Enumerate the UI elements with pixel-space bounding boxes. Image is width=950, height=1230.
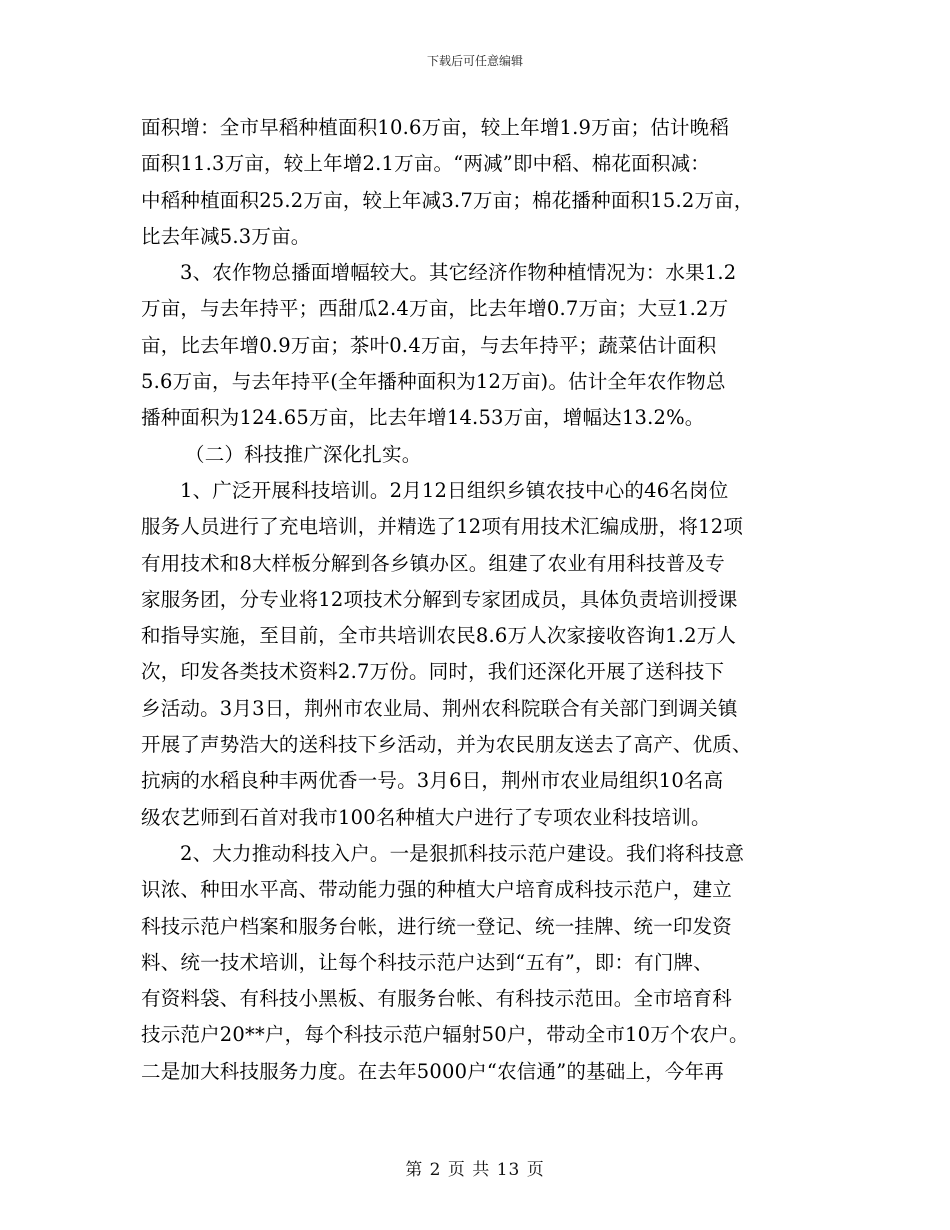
section-heading-2: （二）科技推广深化扎实。: [185, 442, 422, 466]
text-line-7: 亩，比去年增0.9万亩；茶叶0.4万亩，与去年持平；蔬菜估计面积: [141, 333, 717, 357]
header-note: 下载后可任意编辑: [426, 54, 523, 68]
text-line-16: 次，印发各类技术资料2.7万份。同时，我们还深化开展了送科技下: [141, 660, 725, 684]
text-line-19: 抗病的水稻良种丰两优香一号。3月6日，荆州市农业局组织10名高: [141, 769, 724, 793]
text-line-15: 和指导实施，至目前，全市共培训农民8.6万人次家接收咨询1.2万人: [141, 624, 737, 648]
text-line-13: 有用技术和8大样板分解到各乡镇办区。组建了农业有用科技普及专: [141, 551, 725, 575]
text-line-9: 播种面积为124.65万亩，比去年增14.53万亩，增幅达13.2%。: [141, 406, 705, 430]
text-line-25: 有资料袋、有科技小黑板、有服务台帐、有科技示范田。全市培育科: [141, 987, 733, 1011]
paragraph-2-start: 2、大力推动科技入户。一是狠抓科技示范户建设。我们将科技意: [180, 841, 745, 865]
paragraph-3-start: 3、农作物总播面增幅较大。其它经济作物种植情况为：水果1.2: [180, 261, 737, 285]
text-line-12: 服务人员进行了充电培训，并精选了12项有用技术汇编成册，将12项: [141, 515, 744, 539]
text-line-14: 家服务团，分专业将12项技术分解到专家团成员，具体负责培训授课: [141, 587, 738, 611]
text-line-1: 面积增：全市早稻种植面积10.6万亩，较上年增1.9万亩；估计晚稻: [141, 116, 730, 139]
paragraph-1-start: 1、广泛开展科技培训。2月12日组织乡镇农技中心的46名岗位: [180, 478, 729, 502]
body-text: [141, 110, 821, 1090]
text-line-22: 识浓、种田水平高、带动能力强的种植大户培育成科技示范户，建立: [141, 878, 733, 902]
page-footer: 第 2 页 共 13 页: [405, 1160, 545, 1180]
text-line-17: 乡活动。3月3日，荆州市农业局、荆州农科院联合有关部门到调关镇: [141, 696, 738, 720]
text-line-24: 料、统一技术培训，让每个科技示范户达到“五有”，即：有门牌、: [141, 950, 713, 974]
text-line-6: 万亩，与去年持平；西甜瓜2.4万亩，比去年增0.7万亩；大豆1.2万: [141, 297, 729, 321]
text-line-3: 中稻种植面积25.2万亩，较上年减3.7万亩；棉花播种面积15.2万亩，: [141, 188, 754, 212]
text-line-27: 二是加大科技服务力度。在去年5000户“农信通”的基础上，今年再: [141, 1059, 724, 1083]
text-line-20: 级农艺师到石首对我市100名种植大户进行了专项农业科技培训。: [141, 805, 711, 829]
text-line-23: 科技示范户档案和服务台帐，进行统一登记、统一挂牌、统一印发资: [141, 914, 733, 938]
text-line-4: 比去年减5.3万亩。: [141, 224, 311, 248]
text-line-18: 开展了声势浩大的送科技下乡活动，并为农民朋友送去了高产、优质、: [141, 733, 752, 757]
text-line-26: 技示范户20**户，每个科技示范户辐射50户，带动全市10万个农户。: [141, 1023, 749, 1047]
text-line-8: 5.6万亩，与去年持平(全年播种面积为12万亩)。估计全年农作物总: [141, 370, 726, 394]
text-line-2: 面积11.3万亩，较上年增2.1万亩。“两减”即中稻、棉花面积减：: [141, 152, 710, 176]
